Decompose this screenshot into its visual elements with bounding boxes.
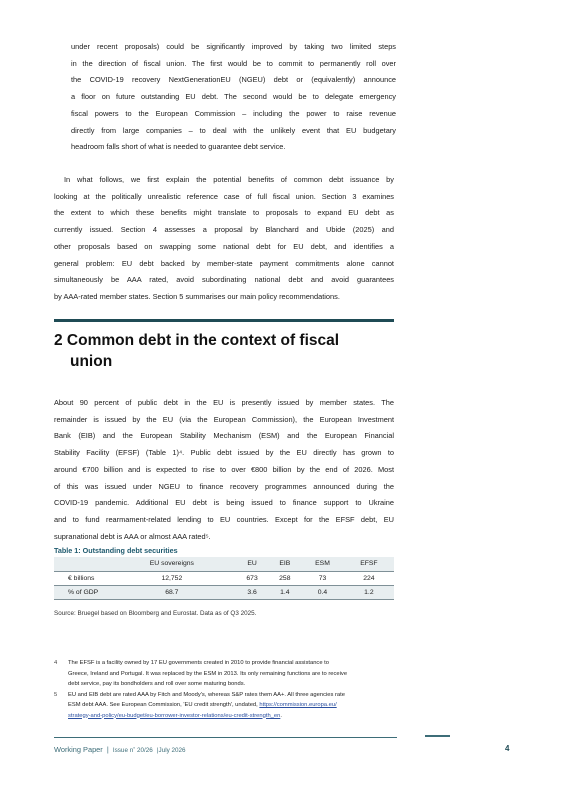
table-header-row [54,557,394,571]
text-line: fiscal powers to the European Commission – including the power to raise revenue [71,108,396,118]
text-line: of this was issued under NGEU to finance recovery programmes announced during the [54,481,394,491]
footnote-text [68,658,399,690]
body-paragraph-2 [54,395,394,545]
footer-accent-rule [425,735,450,737]
table-cell: 673 [246,574,258,582]
text-line: around €700 billion and is expected to rise to over €800 billion by the end of 2026. Most [54,464,394,474]
text-line: About 90 percent of public debt in the EU is presently issued by member states. The [54,398,394,407]
footnote-number: 5 [54,691,58,698]
body-paragraph-1 [54,172,394,306]
text-line: a floor on future outstanding EU debt. The second would be to delegate emergency [71,92,396,102]
text-line: the COVID-19 recovery NextGenerationEU (NGEU) debt or (equivalently) announce [71,75,396,85]
footer-rule [54,737,397,738]
text-line: by AAA-rated member states. Section 5 summarises our main policy recommendations. [54,291,340,301]
text-line: under recent proposals) could be significantly improved by taking two limited steps [71,42,396,51]
table-cell: 68.7 [165,588,179,596]
heading-line: 2 Common debt in the context of fiscal [54,332,340,349]
footnote-line-text: ESM debt AAA. See European Commission, 'EU credit strength', undated, [68,702,260,708]
section-heading [54,330,384,372]
text-line: looking at the politically unrealistic reference case of full fiscal union. Section 3 examines [54,191,394,201]
text-line: remainder is issued by the EU (via the European Commission), the European Investment [54,414,394,424]
table-header-cell [54,557,108,571]
page-footer [54,745,186,754]
table-cell: 224 [363,574,375,582]
table-cell: 0.4 [317,588,328,596]
table-source-note: Source: Bruegel based on Bloomberg and Eurostat. Data as of Q3 2025. [54,610,257,617]
text-line: the extent to which these benefits might translate to proposals to expand EU debt as [54,208,394,218]
text-line: directly from large companies – to deal with the unlikely event that EU budgetary [71,125,396,135]
footer-separator: | [156,747,159,754]
text-line: Stability Facility (EFSF) (Table 1)⁴. Public debt issued by the EU directly has grown to [54,448,394,458]
table-cell: € billions [68,574,95,582]
footnote-line: debt service, pay its bondholders and roll over some maturing bonds. [68,681,246,687]
footnote-line-end: . [280,712,282,719]
footnote [54,658,399,690]
footnote-line: The EFSF is a facility owned by 17 EU governments created in 2010 to provide financial assistance to [68,660,329,666]
text-line: general problem: EU debt backed by member-state payment commitments alone cannot [54,258,394,268]
table-header-cell: EFSF [360,560,378,568]
footnotes [54,658,399,721]
table-cell: 73 [318,574,327,582]
text-line: supranational debt is AAA or almost AAA rated⁵. [54,531,211,541]
table-header-cell: EU sovereigns [149,560,194,568]
table-header-cell: EIB [279,560,291,568]
heading-line: union [70,353,113,370]
text-line: COVID-19 pandemic. Additional EU debt is being issued to finance support to Ukraine [54,498,394,508]
text-line: and to fund rearmament-related lending to EU countries. Except for the EFSF debt, EU [54,514,394,524]
table-row [54,585,394,599]
text-line: currently issued. Section 4 assesses a proposal by Blanchard and Ubide (2025) and [54,225,394,235]
table-header-cell: ESM [315,560,330,568]
table-title: Table 1: Outstanding debt securities [54,546,178,555]
table-cell: 1.4 [280,588,290,596]
footer-issue: Issue n˚ 20/26 [112,747,153,754]
text-line: in the direction of fiscal union. The first would be to commit to permanently roll over [71,58,396,68]
footnote-link[interactable]: strategy-and-policy/eu-budget/eu-borrower-investor-relations/eu-credit-strength_en [68,712,281,719]
section-divider [54,319,394,322]
text-line: simultaneously be AAA rated, avoid subordinating national debt and avoid guarantees [54,275,394,285]
footnote-text [68,690,399,722]
footnote-line: EU and EIB debt are rated AAA by Fitch and Moody's, whereas S&P rates them AA+. All three agencies rate [68,691,345,698]
table-cell: 258 [279,574,291,582]
footnote-link[interactable]: https://commission.europa.eu/ [259,702,337,708]
footnote-line: Greece, Ireland and Portugal. It was replaced by the ESM in 2013. Its only remaining functions are to receive [68,670,348,677]
text-line: In what follows, we first explain the potential benefits of common debt issuance by [64,175,394,184]
footer-date: July 2026 [158,747,186,754]
footer-separator: | [106,745,109,754]
footnote-line [68,711,399,722]
table-row [54,571,394,585]
table-header-cell: EU [247,560,257,568]
text-line: other proposals based on swapping some national debt for EU debt, and identifies a [54,241,394,251]
table-cell: % of GDP [68,588,99,596]
intro-paragraph [71,39,396,156]
page-number: 4 [505,744,510,753]
text-line: Bank (EIB) and the European Stability Mechanism (ESM) and the European Financial [54,431,394,441]
table-cell: 12,752 [161,574,183,582]
footer-series: Working Paper [54,745,103,754]
table-cell: 1.2 [364,588,374,596]
footnote-number: 4 [54,660,58,666]
text-line: headroom falls short of what is needed to guarantee debt service. [71,142,286,152]
footnote [54,690,399,722]
footnote-line [68,700,399,711]
table-cell: 3.6 [247,588,257,596]
debt-securities-table [54,557,394,600]
